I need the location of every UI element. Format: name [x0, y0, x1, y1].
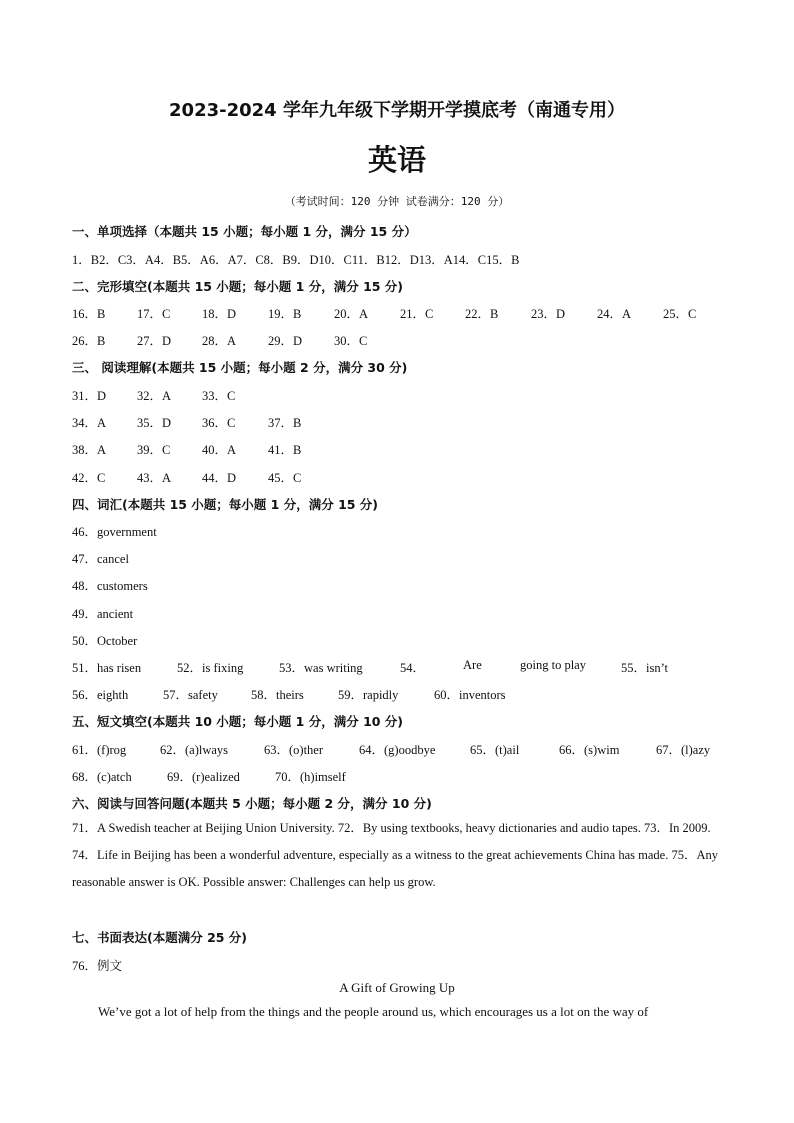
- section-heading-1: 一、单项选择（本题共 15 小题；每小题 1 分，满分 15 分）: [72, 224, 417, 239]
- answer-item: 18．D: [202, 307, 237, 321]
- essay-first-line: We’ve got a lot of help from the things and the people around us, which encourages us a lot on the way of: [98, 1004, 649, 1019]
- answer-item: 28．A: [202, 334, 237, 348]
- answer-item: 16．B: [72, 307, 106, 321]
- answer-item: 29．D: [268, 334, 303, 348]
- section-heading-3: 三、 阅读理解(本题共 15 小题；每小题 2 分，满分 30 分): [72, 360, 408, 375]
- answer-item: 32．A: [137, 389, 172, 403]
- answer-item: 17．C: [137, 307, 171, 321]
- answer-item: 60．inventors: [434, 688, 506, 702]
- answer-item: 64．(g)oodbye: [359, 743, 436, 757]
- answer-item: 52．is fixing: [177, 661, 244, 675]
- section-heading-2: 二、完形填空(本题共 15 小题；每小题 1 分，满分 15 分): [72, 279, 404, 294]
- answer-paragraph: 71．A Swedish teacher at Beijing Union University. 72．By using textbooks, heavy dictionaries and audio tapes. 73．In 2009. 74．Life in Beijing has been a wonderful adventure, especially as a witness to the great achievements China has made. 75．Any reasonable answer is OK. Possible answer: Challenges can help us grow.: [72, 821, 718, 889]
- answer-line: 50．October: [72, 634, 138, 648]
- answer-item: 43．A: [137, 471, 172, 485]
- answer-item: 63．(o)ther: [264, 743, 324, 757]
- answer-item: 27．D: [137, 334, 172, 348]
- answer-item: 23．D: [531, 307, 566, 321]
- answer-item: 56．eighth: [72, 688, 129, 702]
- essay-title: A Gift of Growing Up: [339, 980, 455, 995]
- section-heading-4: 四、词汇(本题共 15 小题；每小题 1 分，满分 15 分): [72, 497, 379, 512]
- answer-item: 42．C: [72, 471, 106, 485]
- answer-item: 65．(t)ail: [470, 743, 520, 757]
- answer-item: 58．theirs: [251, 688, 304, 702]
- answer-item: 53．was writing: [279, 661, 363, 675]
- answer-item: 37．B: [268, 416, 302, 430]
- answer-item: 21．C: [400, 307, 434, 321]
- answer-item: 69．(r)ealized: [167, 770, 240, 784]
- answer-item: 39．C: [137, 443, 171, 457]
- answer-item: going to play: [520, 658, 586, 672]
- answer-item: 45．C: [268, 471, 302, 485]
- answer-line: 46．government: [72, 525, 157, 539]
- exam-info: （考试时间：120 分钟 试卷满分：120 分）: [284, 195, 510, 208]
- answer-item: 54．: [400, 661, 426, 675]
- answer-item: 68．(c)atch: [72, 770, 132, 784]
- answer-item: 66．(s)wim: [559, 743, 620, 757]
- section-heading-6: 六、阅读与回答问题(本题共 5 小题；每小题 2 分，满分 10 分): [72, 796, 432, 811]
- answer-item: 70．(h)imself: [275, 770, 346, 784]
- answer-item: 59．rapidly: [338, 688, 399, 702]
- answer-item: 31．D: [72, 389, 107, 403]
- answer-item: 30．C: [334, 334, 368, 348]
- answer-item: 22．B: [465, 307, 499, 321]
- answer-item: 67．(l)azy: [656, 743, 711, 757]
- answer-item: 33．C: [202, 389, 236, 403]
- answer-item: 36．C: [202, 416, 236, 430]
- answer-item: 40．A: [202, 443, 237, 457]
- answer-item: 51．has risen: [72, 661, 142, 675]
- answer-item: 57．safety: [163, 688, 218, 702]
- answer-item: 34．A: [72, 416, 107, 430]
- answer-line: 76．例文: [72, 959, 123, 973]
- subject-title: 英语: [367, 143, 426, 177]
- answer-item: 19．B: [268, 307, 302, 321]
- answer-line: 1．B2．C3．A4．B5．A6．A7．C8．B9．D10．C11．B12．D13．A14．C15．B: [72, 253, 520, 267]
- answer-item: Are: [463, 658, 482, 672]
- answer-line: 48．customers: [72, 579, 148, 593]
- answer-item: 41．B: [268, 443, 302, 457]
- answer-item: 38．A: [72, 443, 107, 457]
- answer-line: 49．ancient: [72, 607, 134, 621]
- answer-line: 47．cancel: [72, 552, 129, 566]
- answer-item: 24．A: [597, 307, 632, 321]
- section-heading-7: 七、书面表达(本题满分 25 分): [72, 930, 248, 945]
- answer-item: 61．(f)rog: [72, 743, 127, 757]
- answer-item: 62．(a)lways: [160, 743, 229, 757]
- answer-item: 55．isn’t: [621, 661, 668, 675]
- section-heading-5: 五、短文填空(本题共 10 小题；每小题 1 分，满分 10 分): [72, 714, 404, 729]
- answer-item: 44．D: [202, 471, 237, 485]
- answer-item: 26．B: [72, 334, 106, 348]
- document-title: 2023-2024 学年九年级下学期开学摸底考（南通专用）: [169, 100, 625, 121]
- answer-item: 25．C: [663, 307, 697, 321]
- answer-item: 20．A: [334, 307, 369, 321]
- answer-item: 35．D: [137, 416, 172, 430]
